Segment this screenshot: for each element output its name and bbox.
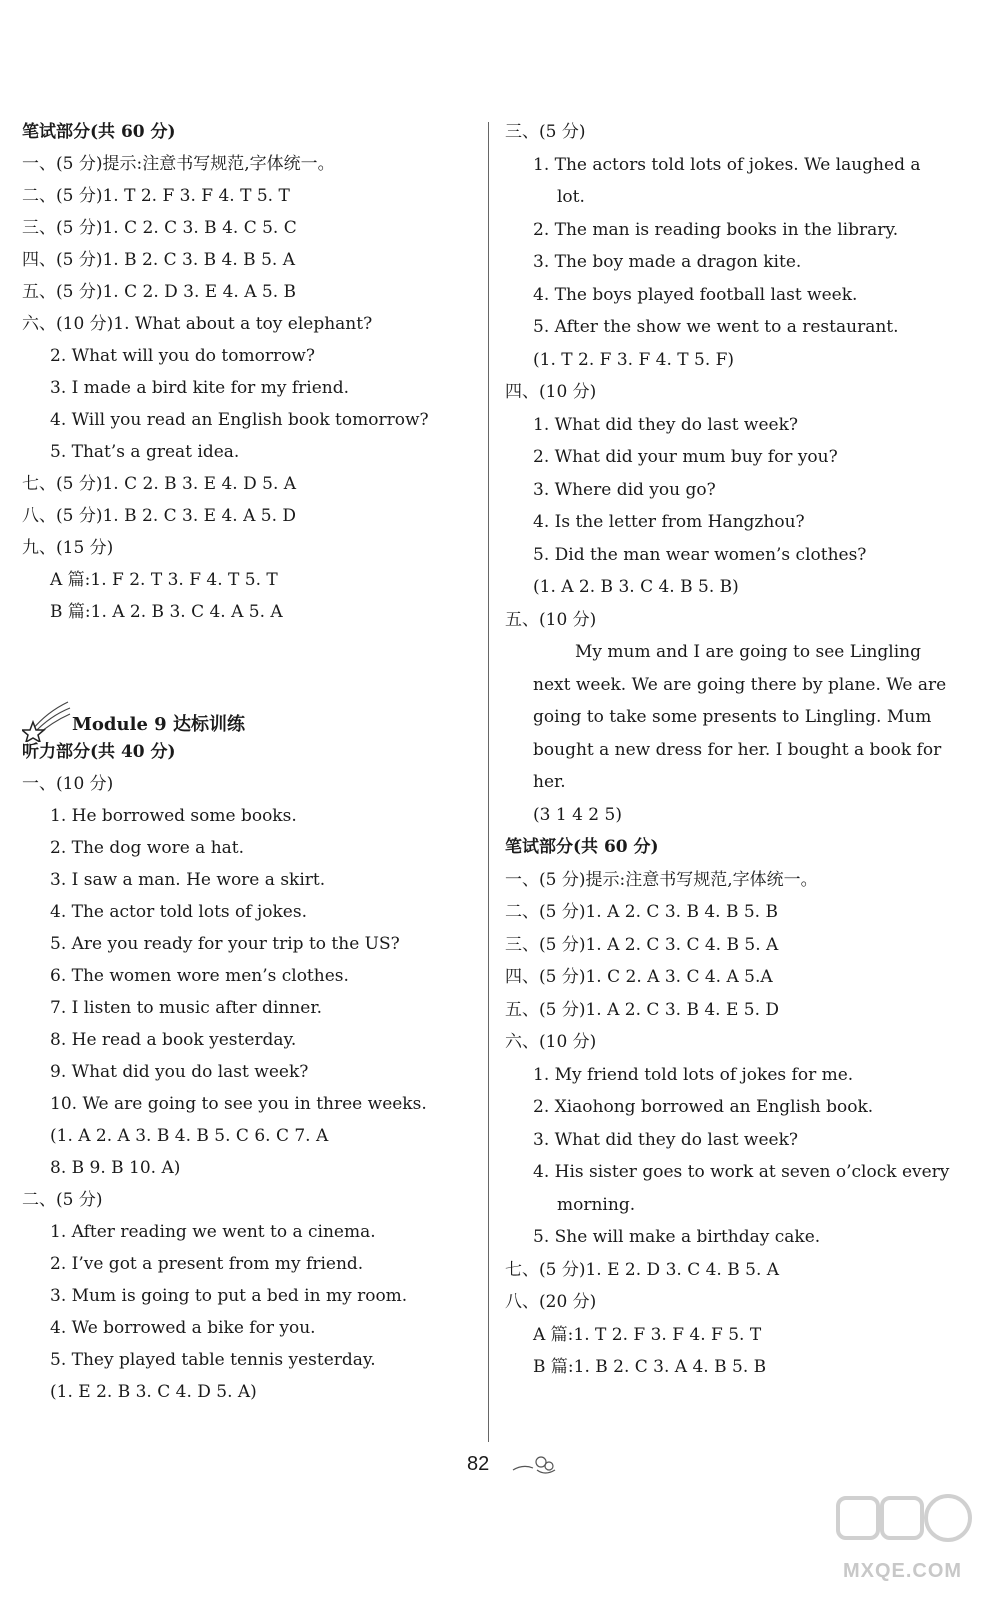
answer-line: going to take some presents to Lingling. Mum bbox=[533, 707, 932, 727]
answer-line: 3. I made a bird kite for my friend. bbox=[50, 378, 349, 398]
answer-line: 笔试部分(共 60 分) bbox=[505, 837, 659, 857]
answer-line: 一、(5 分)提示:注意书写规范,字体统一。 bbox=[505, 869, 818, 890]
answer-line: 三、(5 分)1. C 2. C 3. B 4. C 5. C bbox=[22, 218, 297, 238]
shooting-star-icon bbox=[22, 700, 72, 742]
answer-line: bought a new dress for her. I bought a book for bbox=[533, 739, 942, 760]
watermark bbox=[830, 1490, 975, 1590]
answer-line: 5. That’s a great idea. bbox=[50, 442, 240, 462]
answer-line: 三、(5 分) bbox=[505, 122, 586, 142]
answer-line: 四、(10 分) bbox=[505, 382, 597, 402]
answer-line: 3. Where did you go? bbox=[533, 479, 716, 500]
answer-line: 5. She will make a birthday cake. bbox=[533, 1227, 821, 1247]
module-title: Module 9 达标训练 bbox=[72, 714, 245, 735]
answer-line: 三、(5 分)1. A 2. C 3. C 4. B 5. A bbox=[505, 934, 779, 955]
answer-line: (1. T 2. F 3. F 4. T 5. F) bbox=[533, 349, 735, 370]
answer-line: (1. A 2. A 3. B 4. B 5. C 6. C 7. A bbox=[50, 1126, 329, 1146]
answer-line: 1. What did they do last week? bbox=[533, 414, 799, 435]
answer-line: 二、(5 分)1. T 2. F 3. F 4. T 5. T bbox=[22, 186, 290, 206]
answer-line: 3. What did they do last week? bbox=[533, 1129, 799, 1150]
answer-line: 5. Did the man wear women’s clothes? bbox=[533, 544, 867, 565]
module-heading bbox=[22, 700, 322, 742]
answer-line: lot. bbox=[557, 187, 585, 207]
answer-line: 一、(10 分) bbox=[22, 774, 114, 794]
answer-line: 3. The boy made a dragon kite. bbox=[533, 252, 802, 272]
answer-line: (1. A 2. B 3. C 4. B 5. B) bbox=[533, 577, 739, 597]
answer-line: 一、(5 分)提示:注意书写规范,字体统一。 bbox=[22, 154, 335, 174]
answer-line: 2. What did your mum buy for you? bbox=[533, 447, 838, 467]
answer-line: 4. His sister goes to work at seven o’clock every bbox=[533, 1162, 950, 1182]
answer-line: 四、(5 分)1. B 2. C 3. B 4. B 5. A bbox=[22, 250, 295, 270]
answer-line: 2. Xiaohong borrowed an English book. bbox=[533, 1097, 874, 1117]
answer-line: 1. The actors told lots of jokes. We laughed a bbox=[533, 154, 921, 175]
answer-line: 4. Is the letter from Hangzhou? bbox=[533, 512, 805, 532]
answer-line: 1. After reading we went to a cinema. bbox=[50, 1222, 376, 1242]
answer-line: 五、(10 分) bbox=[505, 609, 597, 630]
answer-line: 3. Mum is going to put a bed in my room. bbox=[50, 1286, 408, 1306]
answer-line: 二、(5 分)1. A 2. C 3. B 4. B 5. B bbox=[505, 902, 778, 922]
answer-line: 2. I’ve got a present from my friend. bbox=[50, 1254, 364, 1274]
answer-line: 5. They played table tennis yesterday. bbox=[50, 1350, 376, 1370]
answer-line: A 篇:1. T 2. F 3. F 4. F 5. T bbox=[533, 1324, 762, 1345]
page-number: 82 bbox=[467, 1453, 490, 1475]
answer-line: 七、(5 分)1. E 2. D 3. C 4. B 5. A bbox=[505, 1259, 780, 1280]
answer-line: 8. He read a book yesterday. bbox=[50, 1030, 297, 1050]
answer-line: 10. We are going to see you in three weeks. bbox=[50, 1094, 427, 1114]
answer-line: morning. bbox=[557, 1194, 636, 1215]
watermark-text: MXQE.COM bbox=[842, 1560, 963, 1582]
answer-line: (1. E 2. B 3. C 4. D 5. A) bbox=[50, 1382, 257, 1402]
column-divider bbox=[488, 122, 489, 1442]
answer-line: 2. What will you do tomorrow? bbox=[50, 346, 315, 366]
answer-line: 2. The dog wore a hat. bbox=[50, 838, 245, 858]
answer-line: 9. What did you do last week? bbox=[50, 1062, 309, 1082]
answer-line: My mum and I are going to see Lingling bbox=[575, 642, 921, 662]
answer-line: 6. The women wore men’s clothes. bbox=[50, 966, 349, 986]
answer-line: 笔试部分(共 60 分) bbox=[22, 122, 176, 142]
answer-line: her. bbox=[533, 772, 566, 792]
answer-line: 八、(5 分)1. B 2. C 3. E 4. A 5. D bbox=[22, 506, 297, 526]
answer-line: 4. Will you read an English book tomorrow? bbox=[50, 410, 429, 430]
answer-line: 五、(5 分)1. A 2. C 3. B 4. E 5. D bbox=[505, 999, 780, 1020]
answer-line: 1. My friend told lots of jokes for me. bbox=[533, 1064, 854, 1085]
answer-line: 7. I listen to music after dinner. bbox=[50, 998, 322, 1018]
answer-line: 五、(5 分)1. C 2. D 3. E 4. A 5. B bbox=[22, 282, 297, 302]
answer-line: 六、(10 分) bbox=[505, 1032, 597, 1052]
answer-line: 2. The man is reading books in the library. bbox=[533, 219, 899, 240]
answer-line: B 篇:1. A 2. B 3. C 4. A 5. A bbox=[50, 602, 283, 622]
answer-line: 六、(10 分)1. What about a toy elephant? bbox=[22, 314, 373, 334]
answer-line: 四、(5 分)1. C 2. A 3. C 4. A 5.A bbox=[505, 967, 773, 987]
answer-line: 4. We borrowed a bike for you. bbox=[50, 1318, 316, 1338]
answer-line: 八、(20 分) bbox=[505, 1292, 597, 1312]
answer-line: (3 1 4 2 5) bbox=[533, 804, 622, 825]
answer-line: next week. We are going there by plane. We are bbox=[533, 674, 947, 695]
answer-line: B 篇:1. B 2. C 3. A 4. B 5. B bbox=[533, 1357, 767, 1377]
watermark-logo-icon bbox=[830, 1490, 975, 1560]
answer-line: 5. Are you ready for your trip to the US? bbox=[50, 934, 400, 954]
answer-line: 七、(5 分)1. C 2. B 3. E 4. D 5. A bbox=[22, 474, 297, 494]
answer-line: A 篇:1. F 2. T 3. F 4. T 5. T bbox=[50, 570, 278, 590]
answer-line: 5. After the show we went to a restaurant. bbox=[533, 317, 899, 337]
answer-line: 二、(5 分) bbox=[22, 1190, 103, 1210]
answer-line: 4. The boys played football last week. bbox=[533, 284, 858, 305]
answer-line: 3. I saw a man. He wore a skirt. bbox=[50, 870, 326, 890]
answer-line: 听力部分(共 40 分) bbox=[22, 742, 176, 762]
flower-ornament-icon bbox=[511, 1450, 561, 1478]
answer-line: 4. The actor told lots of jokes. bbox=[50, 902, 307, 922]
answer-line: 1. He borrowed some books. bbox=[50, 806, 297, 826]
answer-line: 九、(15 分) bbox=[22, 538, 114, 558]
answer-line: 8. B 9. B 10. A) bbox=[50, 1158, 181, 1178]
